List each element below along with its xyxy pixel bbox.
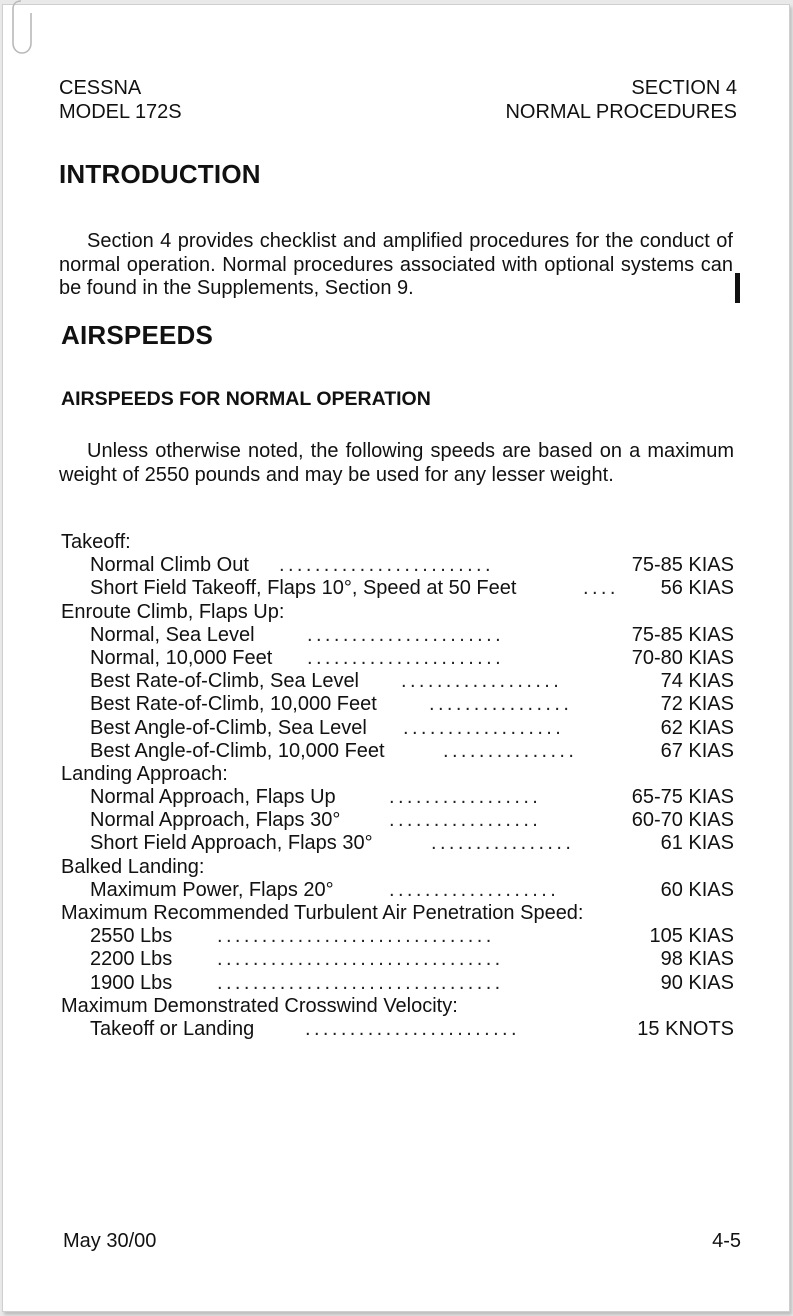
header-left <box>59 76 182 124</box>
speed-value: 60-70 KIAS <box>631 809 734 832</box>
speed-row <box>61 740 736 763</box>
speed-value: 60 KIAS <box>660 878 734 901</box>
speed-row <box>61 786 736 809</box>
speed-value: 67 KIAS <box>660 739 734 762</box>
speed-value: 70-80 KIAS <box>631 646 734 669</box>
dot-leader: .... <box>583 577 619 600</box>
dot-leader: ................................ <box>217 971 504 994</box>
airspeeds-paragraph: Unless otherwise noted, the following speeds are based on a maximum weight of 2550 pounds and may be used for any lesser weight. <box>59 440 734 486</box>
speed-label: 1900 Lbs <box>90 971 173 994</box>
dot-leader: ................. <box>389 786 542 809</box>
header-model: MODEL 172S <box>59 101 182 123</box>
dot-leader: ................ <box>429 693 573 716</box>
speed-label: Normal Approach, Flaps 30° <box>90 809 341 832</box>
speed-label: Normal, Sea Level <box>90 623 255 646</box>
speed-row <box>61 647 736 670</box>
speed-value: 56 KIAS <box>660 577 734 600</box>
dot-leader: ................... <box>389 878 560 901</box>
dot-leader: ...................... <box>307 646 505 669</box>
airspeed-table <box>61 531 736 1041</box>
speed-value: 15 KNOTS <box>637 1017 734 1040</box>
category-takeoff: Takeoff: <box>61 531 131 553</box>
speed-row <box>61 717 736 740</box>
speed-label: Short Field Approach, Flaps 30° <box>90 832 373 855</box>
speed-value: 72 KIAS <box>660 693 734 716</box>
speed-label: Best Angle-of-Climb, Sea Level <box>90 716 367 739</box>
speed-value: 98 KIAS <box>660 948 734 971</box>
speed-row <box>61 948 736 971</box>
introduction-paragraph: Section 4 provides checklist and amplified procedures for the conduct of normal operation. Normal procedures associated with optional systems can be found in the Supplements, Section 9. <box>59 230 733 299</box>
introduction-heading: INTRODUCTION <box>59 159 261 189</box>
speed-value: 75-85 KIAS <box>631 623 734 646</box>
speed-row <box>61 879 736 902</box>
speed-label: Maximum Power, Flaps 20° <box>90 878 334 901</box>
document-page <box>2 4 790 1312</box>
dot-leader: ................ <box>431 832 575 855</box>
category-turbulent-air: Maximum Recommended Turbulent Air Penetration Speed: <box>61 902 584 924</box>
speed-value: 61 KIAS <box>660 832 734 855</box>
header-manufacturer: CESSNA <box>59 77 142 99</box>
speed-row <box>61 809 736 832</box>
dot-leader: .................. <box>403 716 565 739</box>
dot-leader: .................. <box>401 670 563 693</box>
dot-leader: ........................ <box>279 554 494 577</box>
speed-row <box>61 832 736 855</box>
category-crosswind: Maximum Demonstrated Crosswind Velocity: <box>61 994 458 1017</box>
speed-row <box>61 554 736 577</box>
dot-leader: ........................ <box>305 1017 520 1040</box>
speed-label: Takeoff or Landing <box>90 1017 255 1040</box>
paperclip-icon <box>9 0 35 59</box>
speed-value: 74 KIAS <box>660 670 734 693</box>
category-landing: Landing Approach: <box>61 762 228 785</box>
speed-row <box>61 670 736 693</box>
speed-label: 2550 Lbs <box>90 925 173 948</box>
revision-bar <box>735 273 740 303</box>
header-section-title: NORMAL PROCEDURES <box>505 101 737 123</box>
speed-value: 90 KIAS <box>660 971 734 994</box>
speed-row <box>61 577 736 600</box>
speed-value: 65-75 KIAS <box>631 786 734 809</box>
speed-row <box>61 925 736 948</box>
speed-label: Normal Approach, Flaps Up <box>90 786 336 809</box>
dot-leader: ...................... <box>307 623 505 646</box>
speed-label: Short Field Takeoff, Flaps 10°, Speed at 50 Feet <box>90 577 517 600</box>
dot-leader: ................................ <box>217 948 504 971</box>
dot-leader: ............... <box>443 739 578 762</box>
speed-label: Normal Climb Out <box>90 554 249 577</box>
speed-label: Normal, 10,000 Feet <box>90 646 273 669</box>
header-section: SECTION 4 <box>631 77 737 99</box>
category-enroute: Enroute Climb, Flaps Up: <box>61 600 285 623</box>
header-right <box>505 76 737 124</box>
footer-date: May 30/00 <box>63 1230 157 1252</box>
airspeeds-subheading: AIRSPEEDS FOR NORMAL OPERATION <box>61 388 431 410</box>
speed-row <box>61 972 736 995</box>
speed-row <box>61 624 736 647</box>
airspeeds-heading: AIRSPEEDS <box>61 320 214 350</box>
speed-label: 2200 Lbs <box>90 948 173 971</box>
dot-leader: ............................... <box>217 925 495 948</box>
speed-label: Best Rate-of-Climb, Sea Level <box>90 670 360 693</box>
speed-value: 62 KIAS <box>660 716 734 739</box>
speed-label: Best Angle-of-Climb, 10,000 Feet <box>90 739 385 762</box>
footer-page-number: 4-5 <box>712 1230 741 1252</box>
dot-leader: ................. <box>389 809 542 832</box>
speed-value: 75-85 KIAS <box>631 554 734 577</box>
speed-row <box>61 693 736 716</box>
speed-label: Best Rate-of-Climb, 10,000 Feet <box>90 693 377 716</box>
category-balked-landing: Balked Landing: <box>61 855 205 878</box>
speed-value: 105 KIAS <box>649 925 734 948</box>
speed-row <box>61 1018 736 1041</box>
